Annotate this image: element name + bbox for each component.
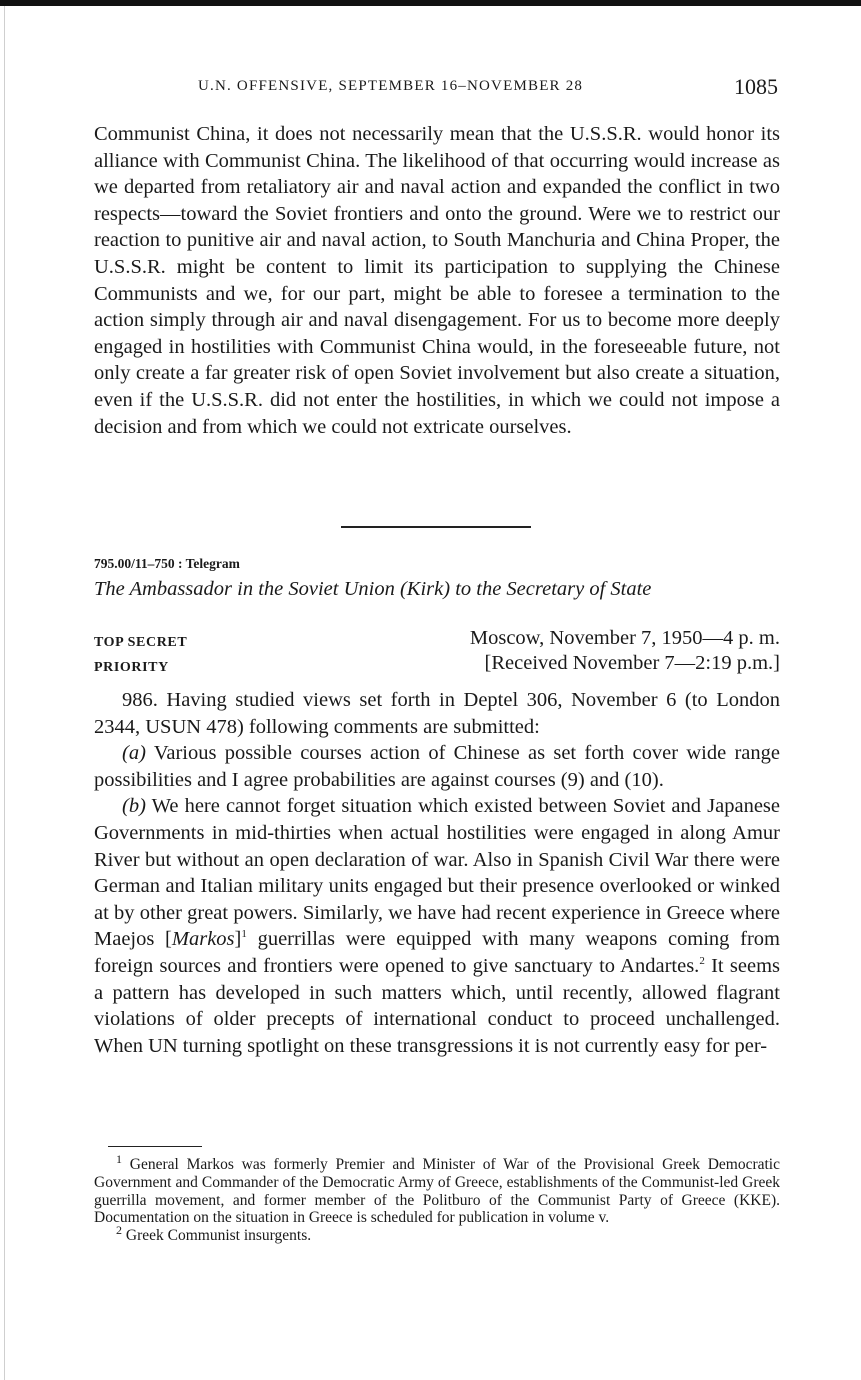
footnote-2-text: Greek Communist insurgents.	[122, 1227, 312, 1245]
footnote-divider	[108, 1146, 202, 1147]
section-divider	[341, 526, 531, 528]
footnote-1-text: General Markos was formerly Premier and Minister of War of the Provisional Greek Democratic Government and Commander of the Democratic Army of Greece, establishments of the Communist-led Greek guerrilla movement, and former member of the Politburo of the Communist Party of Greece (KKE). Documentation on the situation in Greece is scheduled for publication in volume v.	[94, 1156, 780, 1227]
telegram-paragraph-b	[94, 793, 780, 1059]
page-number: 1085	[734, 74, 778, 99]
classification-top-secret: TOP SECRET	[94, 635, 188, 650]
running-head	[94, 74, 780, 102]
paragraph-b-text-4: It seems a pattern has developed in such matters which, until recently, allowed flagrant violations of older precepts of international conduct to proceed unchallenged. When UN turning spotlight on these transgressions it is not currently easy for per-	[94, 954, 780, 1057]
running-head-title: U.N. OFFENSIVE, SEPTEMBER 16–NOVEMBER 28	[198, 78, 584, 94]
page-left-edge	[4, 6, 5, 1380]
classification-priority: PRIORITY	[94, 660, 169, 675]
paragraph-a-label: (a)	[122, 742, 146, 765]
continued-paragraph: Communist China, it does not necessarily mean that the U.S.S.R. would honor its alliance with Communist China. The likelihood of that occurring would increase as we departed from retaliatory air and naval action and expanded the conflict in two respects—toward the Soviet frontiers and onto the ground. Were we to restrict our reaction to punitive air and naval action, to South Manchuria and China Proper, the U.S.S.R. might be content to limit its participation to supplying the Chinese Communists and we, for our part, might be able to foresee a termination to the action simply through air and naval disengagement. For us to become more deeply engaged in hostilities with Communist China would, in the foreseeable future, not only create a far greater risk of open Soviet involvement but also create a situation, even if the U.S.S.R. did not enter the hostilities, in which we could not impose a decision and from which we could not extricate ourselves.	[94, 123, 780, 438]
footnote-ref-1: 1	[241, 928, 247, 941]
paragraph-b-text-2: ]	[234, 928, 242, 951]
file-reference: 795.00/11–750 : Telegram	[94, 556, 240, 571]
paragraph-b-text-3: guerrillas were equipped with many weapons coming from foreign sources and frontiers were opened to give sanctuary to Andartes.	[94, 928, 780, 977]
dateline-sent: Moscow, November 7, 1950—4 p. m.	[469, 627, 780, 649]
telegram-body	[94, 687, 780, 1059]
paragraph-b-text-1: We here cannot forget situation which existed between Soviet and Japanese Governments in mid-thirties when actual hostilities were engaged in along Amur River but without an open declaration of war. Also in Spanish Civil War there were German and Italian military units engaged but their presence overlooked or winked at by other great powers. Similarly, we have had recent experience in Greece where Maejos [	[94, 795, 780, 951]
paragraph-a-text: Various possible courses action of Chinese as set forth cover wide range possibilities and I agree probabilities are against courses (9) and (10).	[94, 742, 780, 791]
footnotes	[94, 1151, 780, 1245]
dateline-received: [Received November 7—2:19 p.m.]	[484, 652, 780, 674]
header-row-1	[94, 627, 780, 653]
footnote-ref-2: 2	[699, 955, 705, 968]
paragraph-b-label: (b)	[122, 795, 146, 818]
paragraph-b-bracket-name: Markos	[171, 928, 235, 951]
header-row-2	[94, 652, 780, 678]
footnote-1	[94, 1151, 780, 1227]
document-title: The Ambassador in the Soviet Union (Kirk) to the Secretary of State	[94, 578, 652, 600]
footnote-2-mark: 2	[116, 1223, 122, 1238]
telegram-paragraph-a	[94, 740, 780, 793]
telegram-intro-paragraph: 986. Having studied views set forth in Deptel 306, November 6 (to London 2344, USUN 478) following comments are submitted:	[94, 689, 780, 738]
footnote-1-mark: 1	[116, 1151, 122, 1166]
page-top-border	[0, 0, 861, 6]
footnote-2	[94, 1223, 780, 1245]
